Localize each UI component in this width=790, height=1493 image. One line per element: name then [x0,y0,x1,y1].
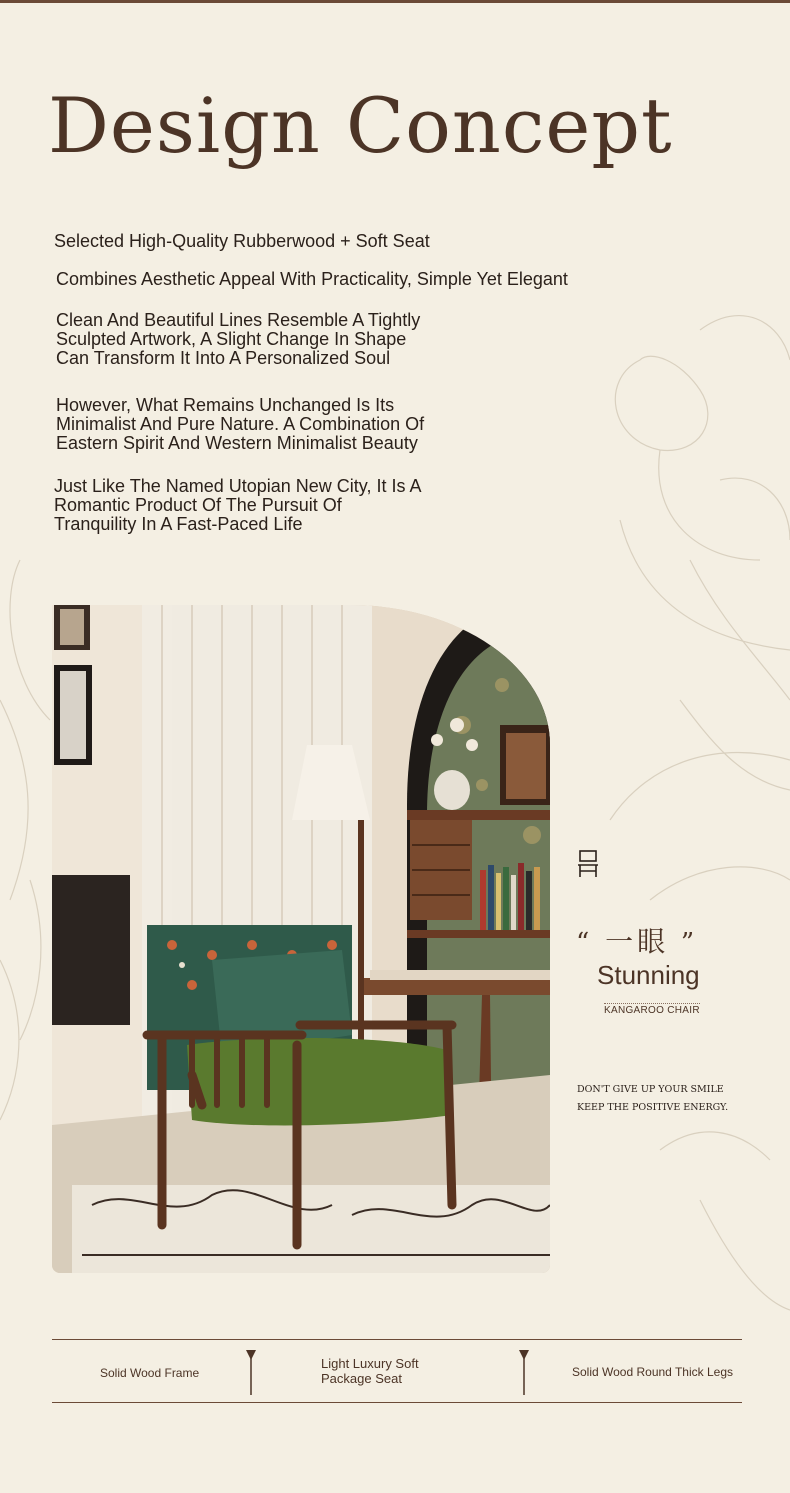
concept-line-utopian: Just Like The Named Utopian New City, It Is A Romantic Product Of The Pursuit Of Tranquility In A Fast-Paced Life [54,476,421,534]
feature-soft-seat [321,1356,419,1386]
slogan-line-2: KEEP THE POSITIVE ENERGY. [577,1102,729,1113]
chair-icon [576,849,600,879]
feature-round-thick-legs: Solid Wood Round Thick Legs [572,1365,733,1379]
slogan [577,1081,728,1117]
chinese-text: 一眼 [605,926,670,957]
top-border [0,0,790,3]
product-room-photo [52,605,550,1273]
concept-line-lines: Clean And Beautiful Lines Resemble A Tightly Sculpted Artwork, A Slight Change In Shape Can Transform It Into A Personalized Soul [56,310,421,368]
concept-line-material: Selected High-Quality Rubberwood + Soft Seat [54,231,430,251]
open-quote: “ [576,928,594,958]
divider-marker [245,1350,257,1395]
close-quote: ” [680,928,699,958]
product-name: KANGAROO CHAIR [604,1005,700,1016]
slogan-line-1: DON'T GIVE UP YOUR SMILE [577,1084,724,1095]
headline-stunning: Stunning [597,960,700,990]
page-title: Design Concept [48,81,673,170]
concept-line-minimalist: However, What Remains Unchanged Is Its Minimalist And Pure Nature. A Combination Of Eastern Spirit And Western Minimalist Beauty [56,395,425,453]
feature-soft-seat-line-2: Package Seat [321,1371,402,1386]
divider-marker [518,1350,530,1395]
concept-line-aesthetic: Combines Aesthetic Appeal With Practicality, Simple Yet Elegant [56,269,568,289]
feature-bar [52,1339,742,1403]
feature-soft-seat-line-1: Light Luxury Soft [321,1356,419,1371]
feature-solid-wood-frame: Solid Wood Frame [100,1366,200,1380]
stunning-quote [576,920,698,960]
